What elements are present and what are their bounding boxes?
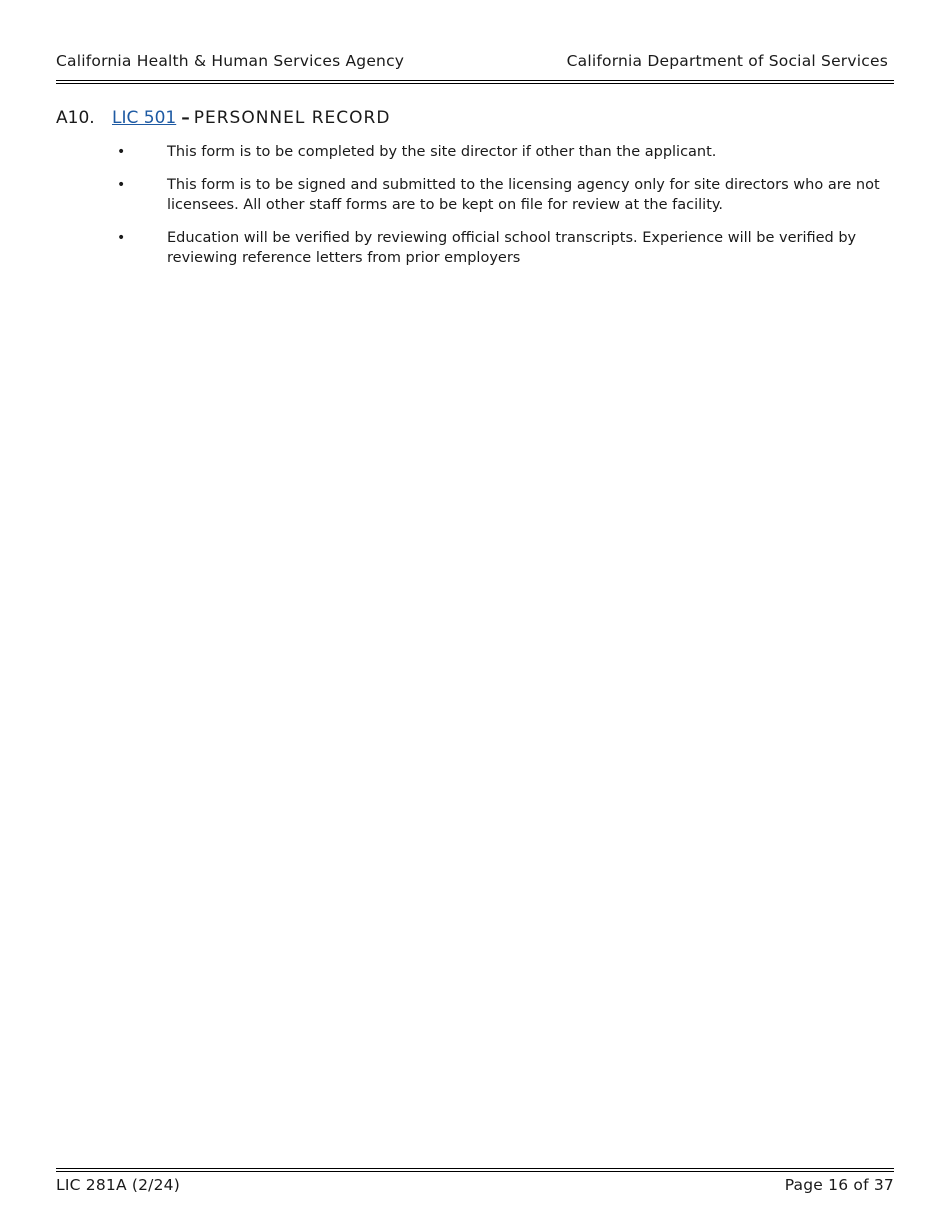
department-name: California Department of Social Services [566,52,888,70]
section-heading [56,106,894,130]
list-item [0,175,950,215]
section-number: A10. [56,108,95,128]
page-header [56,50,894,72]
header-rule-bottom [56,83,894,84]
agency-name: California Health & Human Services Agency [56,52,405,70]
list-item-text: This form is to be signed and submitted to the licensing agency only for site directors who are not licensees. All other staff forms are to be kept on file for review at the facility. [167,177,880,213]
instruction-list [0,142,950,281]
bullet-icon: • [117,144,126,160]
section-dash: – [181,108,190,128]
page-footer [56,1174,894,1196]
header-rule-top [56,80,894,81]
list-item [0,228,950,268]
list-item-text: Education will be verified by reviewing official school transcripts. Experience will be verified by reviewing reference letters from prior employers [167,230,857,266]
footer-rule-bottom [56,1171,894,1172]
bullet-icon: • [117,177,126,193]
lic-501-form-link[interactable]: LIC 501 [112,108,177,128]
form-id: LIC 281A (2/24) [56,1176,180,1194]
footer-rule-top [56,1168,894,1169]
list-item-text: This form is to be completed by the site director if other than the applicant. [167,144,717,160]
section-title-text: PERSONNEL RECORD [193,108,391,128]
page-number: Page 16 of 37 [784,1176,894,1194]
bullet-icon: • [117,230,126,246]
list-item [0,142,950,162]
